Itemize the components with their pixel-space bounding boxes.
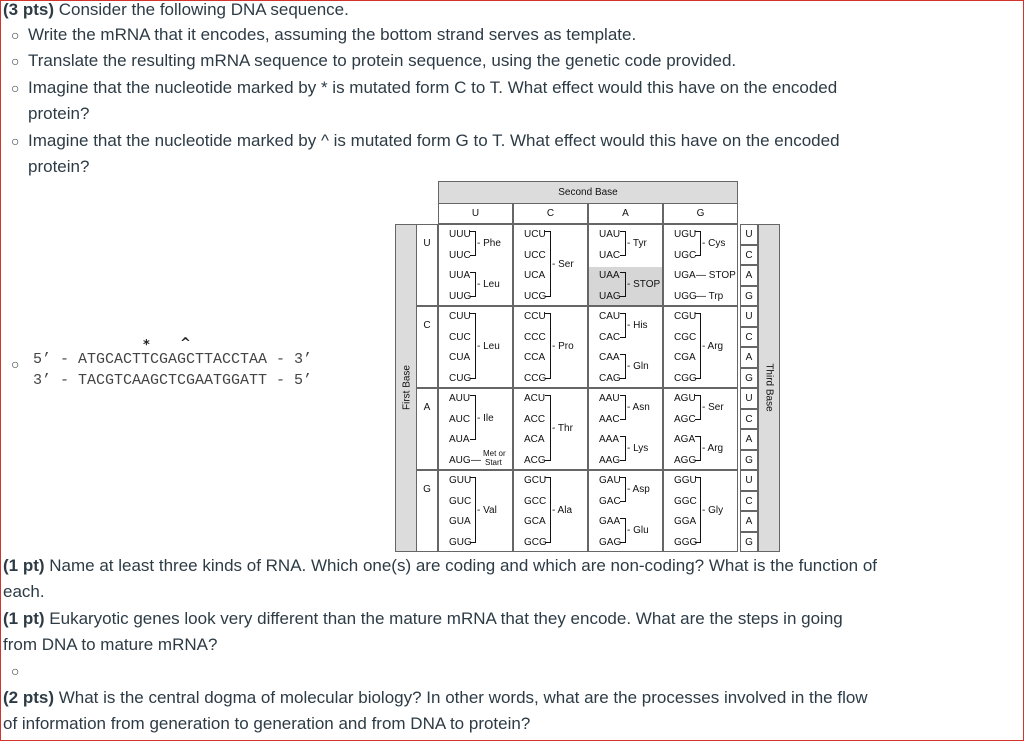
- codon-bracket: [695, 231, 701, 256]
- aa-label: — STOP: [696, 270, 736, 281]
- first-base-cell: [416, 306, 438, 388]
- q3-line-1: [3, 609, 843, 629]
- codon: UUA: [449, 270, 471, 281]
- codon: ACC: [524, 413, 546, 425]
- codon: GGU: [674, 475, 697, 486]
- codon: CUC: [449, 331, 471, 343]
- third-base-letter: C: [745, 413, 753, 425]
- codon: CUG: [449, 372, 472, 384]
- first-base-letter: G: [423, 484, 431, 495]
- third-base-letter: C: [745, 249, 753, 261]
- codon: ACG: [524, 454, 546, 466]
- third-base-letter: A: [745, 352, 753, 363]
- codon: AAG: [599, 454, 621, 466]
- q3-points: (1 pt): [3, 609, 45, 628]
- codon: CCA: [524, 352, 546, 363]
- codon-bracket: [470, 313, 476, 379]
- codon: ACU: [524, 393, 546, 404]
- codon: UAU: [599, 229, 621, 240]
- q1-prompt: Consider the following DNA sequence.: [54, 0, 349, 19]
- codon-bracket: [470, 477, 476, 543]
- codon: UGC: [674, 249, 697, 261]
- q2-text: Name at least three kinds of RNA. Which one(s) are coding and which are non-coding? What is the function of: [44, 556, 878, 575]
- second-base-letter: C: [546, 208, 555, 219]
- codon: UGA: [674, 270, 696, 281]
- codon: UAC: [599, 249, 621, 261]
- third-base-letter: G: [745, 290, 753, 302]
- q1-bullet-4-cont: protein?: [28, 157, 90, 176]
- codon: GGA: [674, 516, 697, 527]
- q1-heading: [3, 0, 349, 20]
- codon-bracket: [695, 313, 701, 379]
- aa-label: - Leu: [477, 340, 500, 352]
- codon-bracket: [620, 313, 626, 338]
- second-base-letter: U: [471, 208, 480, 219]
- codon: AUG: [449, 454, 471, 466]
- codon: GGG: [674, 536, 698, 548]
- codon-bracket: [695, 436, 701, 461]
- codon-bracket: [470, 272, 476, 297]
- aa-label: - Gln: [627, 361, 649, 373]
- q1-bullet-2: Translate the resulting mRNA sequence to protein sequence, using the genetic code provided.: [28, 51, 737, 70]
- codon: AUA: [449, 434, 470, 445]
- q1-bullet-3: Imagine that the nucleotide marked by * is mutated form C to T. What effect would this have on the encoded: [28, 78, 838, 97]
- codon: CCU: [524, 311, 546, 322]
- aa-label: - Phe: [477, 238, 501, 250]
- aa-label: - Glu: [627, 525, 649, 537]
- second-base-title: Second Base: [558, 187, 618, 198]
- third-base-letter: C: [745, 331, 753, 343]
- q3-line-2: from DNA to mature mRNA?: [3, 635, 218, 654]
- codon: UAA: [599, 270, 620, 281]
- first-base-letter: A: [423, 402, 431, 413]
- third-base-letter: U: [745, 311, 753, 322]
- codon: CAC: [599, 331, 621, 343]
- mutation-star-mark: *: [143, 338, 150, 353]
- q1-bullet-3-cont: protein?: [28, 104, 90, 123]
- third-base-letter: G: [745, 372, 753, 384]
- bullet-icon: ○: [11, 133, 20, 149]
- codon-bracket: [620, 231, 626, 256]
- third-base-letter: C: [745, 495, 753, 507]
- aa-label: - Gly: [702, 504, 724, 516]
- aa-label: - His: [627, 320, 648, 332]
- q3-text: Eukaryotic genes look very different than the mature mRNA that they encode. What are the steps in going: [44, 609, 843, 628]
- codon: UAG: [599, 290, 621, 302]
- aa-dash: —: [471, 454, 481, 466]
- aa-label: - Asn: [627, 402, 650, 414]
- aa-label: - Cys: [702, 238, 726, 250]
- codon: GUU: [449, 475, 472, 486]
- aa-label: - Pro: [552, 340, 574, 352]
- q2-line-1: [3, 556, 877, 576]
- codon-bracket: [545, 395, 551, 461]
- aa-label: Start: [485, 457, 502, 467]
- codon: GGC: [674, 495, 697, 507]
- codon-bracket: [620, 477, 626, 502]
- third-base-letter: U: [745, 229, 753, 240]
- aa-label: - Arg: [702, 443, 724, 455]
- codon: GAA: [599, 516, 621, 527]
- first-base-title: First Base: [401, 365, 413, 411]
- codon: AAC: [599, 413, 620, 425]
- aa-label: Met or: [483, 448, 506, 458]
- aa-label: - Ser: [552, 258, 574, 270]
- codon-bracket: [695, 395, 701, 420]
- second-base-letter: G: [696, 208, 705, 219]
- bullet-icon: ○: [11, 356, 20, 372]
- codon-bracket: [695, 477, 701, 543]
- aa-label: - Val: [477, 504, 497, 516]
- codon: AAU: [599, 393, 620, 404]
- dna-top-strand: 5’ - ATGCACTTCGAGCTTACCTAA - 3’: [33, 351, 313, 368]
- bullet-icon: ○: [11, 27, 20, 43]
- codon: GCG: [524, 536, 547, 548]
- codon: UCU: [524, 229, 546, 240]
- codon: UCC: [524, 249, 546, 261]
- bullet-icon: ○: [11, 663, 20, 679]
- third-base-letter: A: [745, 434, 753, 445]
- third-base-letter: A: [745, 270, 753, 281]
- third-base-letter: G: [745, 454, 753, 466]
- codon: CUA: [449, 352, 471, 363]
- second-base-letter: A: [622, 208, 629, 219]
- aa-label: - STOP: [627, 279, 661, 291]
- q2-line-2: each.: [3, 582, 45, 601]
- q4-line-1: [3, 688, 868, 708]
- aa-label: - Leu: [477, 279, 500, 291]
- codon: CCC: [524, 331, 546, 343]
- codon: UGG: [674, 290, 697, 302]
- codon: GAU: [599, 475, 621, 486]
- codon: AAA: [599, 434, 620, 445]
- codon: CGG: [674, 372, 697, 384]
- first-base-cell: [416, 470, 438, 552]
- codon: AUU: [449, 393, 471, 404]
- codon: AGC: [674, 413, 696, 425]
- bullet-icon: ○: [11, 53, 20, 69]
- third-base-letter: A: [745, 516, 753, 527]
- codon: CUU: [449, 311, 471, 322]
- third-base-letter: G: [745, 536, 753, 548]
- bullet-icon: ○: [11, 80, 20, 96]
- codon-bracket: [620, 436, 626, 461]
- codon: UUC: [449, 249, 471, 261]
- codon: ACA: [524, 434, 545, 445]
- aa-label: - Tyr: [627, 238, 647, 250]
- codon-bracket: [620, 395, 626, 420]
- aa-label: — Trp: [696, 290, 724, 302]
- dna-bottom-strand: 3’ - TACGTCAAGCTCGAATGGATT - 5’: [33, 372, 313, 389]
- q1-bullet-1: Write the mRNA that it encodes, assuming the bottom strand serves as template.: [28, 25, 637, 44]
- third-base-letter: U: [745, 475, 753, 486]
- codon: AGU: [674, 393, 696, 404]
- first-base-cell: [416, 224, 438, 306]
- q1-points: (3 pts): [3, 0, 54, 19]
- codon: CGC: [674, 331, 697, 343]
- codon-bracket: [470, 231, 476, 256]
- codon: UGU: [674, 229, 697, 240]
- codon: CGA: [674, 352, 696, 363]
- codon-bracket: [470, 395, 476, 440]
- q4-text: What is the central dogma of molecular biology? In other words, what are the processes involved in the flow: [54, 688, 868, 707]
- codon: GAC: [599, 495, 621, 507]
- codon: CCG: [524, 372, 547, 384]
- codon: GAG: [599, 536, 622, 548]
- codon: UUG: [449, 290, 472, 302]
- aa-label: - Ser: [702, 402, 724, 414]
- genetic-code-table: [395, 181, 779, 551]
- codon: UUU: [449, 229, 471, 240]
- aa-label: - Ala: [552, 504, 573, 516]
- codon: GCC: [524, 495, 547, 507]
- aa-label: - Arg: [702, 340, 724, 352]
- codon: CAU: [599, 311, 621, 322]
- aa-label: - Thr: [552, 422, 573, 434]
- mutation-caret-mark: ^: [180, 336, 191, 351]
- codon-bracket: [620, 272, 626, 297]
- codon: GCU: [524, 475, 547, 486]
- codon-bracket: [545, 477, 551, 543]
- codon-bracket: [545, 231, 551, 297]
- q4-points: (2 pts): [3, 688, 54, 707]
- codon: GUG: [449, 536, 472, 548]
- codon: UCA: [524, 270, 546, 281]
- codon: AUC: [449, 413, 471, 425]
- q1-bullet-4: Imagine that the nucleotide marked by ^ is mutated form G to T. What effect would this have on the encoded: [28, 131, 840, 150]
- codon-bracket: [545, 313, 551, 379]
- first-base-letter: C: [423, 320, 431, 331]
- first-base-cell: [416, 388, 438, 470]
- third-base-title: Third Base: [763, 363, 775, 412]
- third-base-letter: U: [745, 393, 753, 404]
- codon: GUC: [449, 495, 472, 507]
- first-base-letter: U: [423, 238, 431, 249]
- q4-line-2: of information from generation to generation and from DNA to protein?: [3, 714, 531, 733]
- aa-label: - Asp: [627, 484, 650, 496]
- codon-bracket: [620, 354, 626, 379]
- codon: GUA: [449, 516, 471, 527]
- codon: GCA: [524, 516, 546, 527]
- codon: AGA: [674, 434, 696, 445]
- q2-points: (1 pt): [3, 556, 45, 575]
- aa-label: - Ile: [477, 412, 494, 424]
- aa-label: - Lys: [627, 443, 649, 455]
- codon-bracket: [620, 518, 626, 543]
- codon: CAA: [599, 352, 620, 363]
- codon: CAG: [599, 372, 621, 384]
- codon: CGU: [674, 311, 697, 322]
- codon: AGG: [674, 454, 697, 466]
- codon: UCG: [524, 290, 547, 302]
